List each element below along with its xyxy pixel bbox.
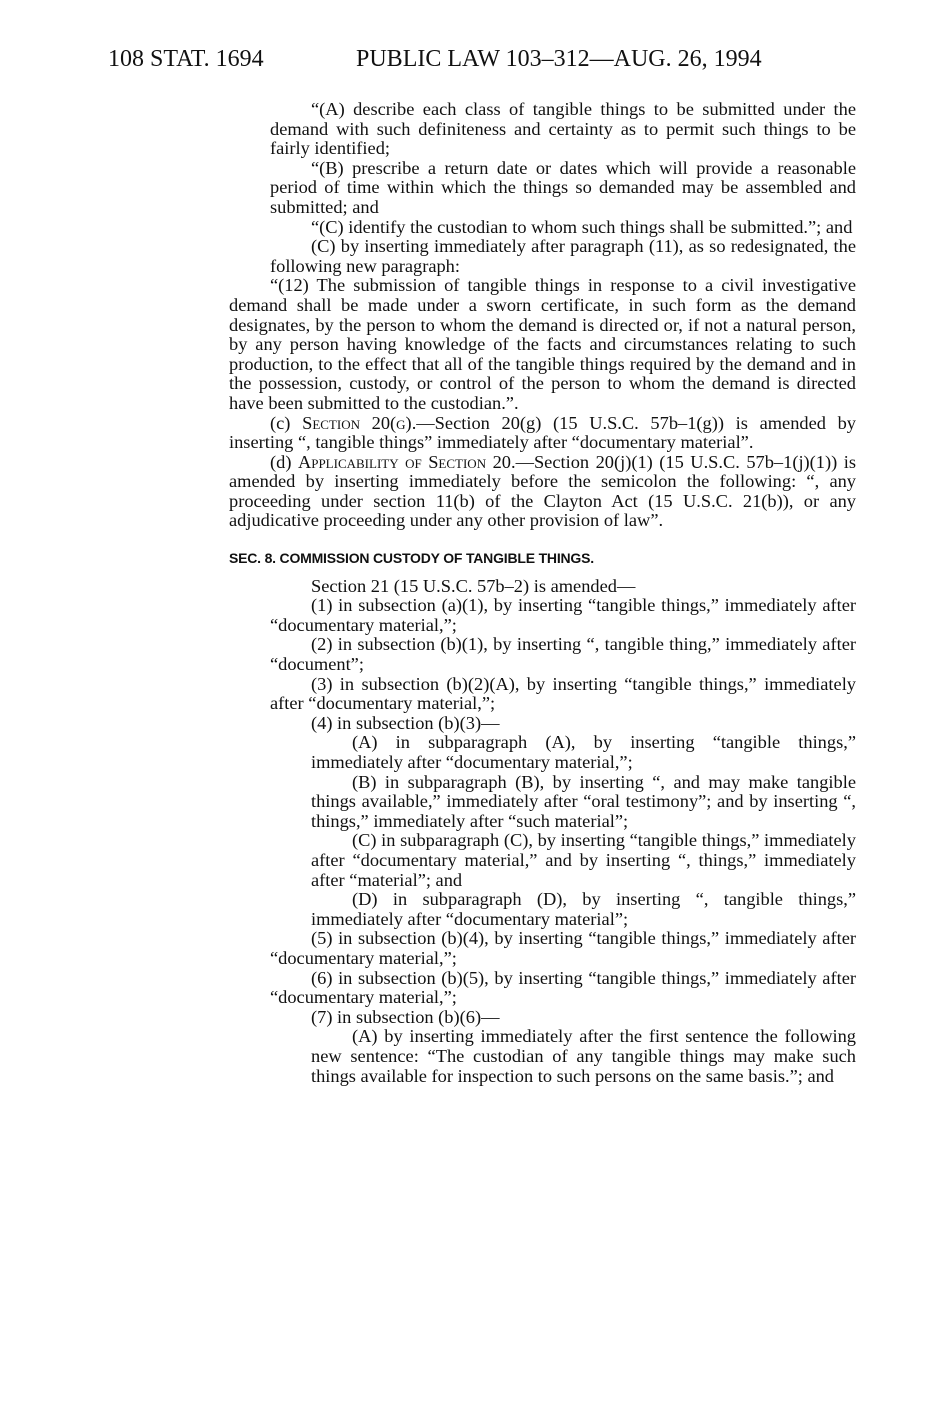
section-8-item-7a: (A) by inserting immediately after the first sentence the following new sentence: “The custodian of any tangible things may make such things available for inspection to such persons on the same basis.”; and	[311, 1026, 856, 1086]
section-8-item-7-subitems	[229, 1027, 856, 1086]
section-8-item-4d: (D) in subparagraph (D), by inserting “, tangible things,” immediately after “documentary material”;	[311, 889, 856, 929]
section-8-item-2: (2) in subsection (b)(1), by inserting “, tangible thing,” immediately after “document”;	[270, 634, 856, 675]
paragraph-c-insert-wrapper	[229, 237, 856, 276]
section-8-item-3: (3) in subsection (b)(2)(A), by inserting “tangible things,” immediately after “documentary material,”;	[270, 673, 856, 714]
section-8-item-7: (7) in subsection (b)(6)—	[311, 1006, 500, 1027]
section-8-item-4b: (B) in subparagraph (B), by inserting “, and may make tangible things available,” immediately after “oral testimony”; and by inserting “, things,” immediately after “such material”;	[311, 771, 856, 831]
subsection-c-label: (c)	[270, 412, 303, 433]
section-8-item-6: (6) in subsection (b)(5), by inserting “tangible things,” immediately after “documentary material,”;	[270, 967, 856, 1008]
section-8-items	[229, 577, 856, 734]
quoted-subparagraph-a: “(A) describe each class of tangible things to be submitted under the demand with such definiteness and certainty as to permit such things to be fairly identified;	[270, 99, 856, 159]
subsection-d-text: .—Section 20(j)(1) (15 U.S.C. 57b–1(j)(1)) is amended by inserting immediately before the semicolon the following: “, any proceeding under section 11(b) of the Clayton Act (15 U.S.C. 21(b)), or any adjudicative proceeding under any other provision of law”.	[229, 451, 856, 531]
public-law-date: PUBLIC LAW 103–312—AUG. 26, 1994	[356, 46, 762, 72]
paragraph-c-insert: (C) by inserting immediately after paragraph (11), as so redesignated, the following new paragraph:	[270, 236, 856, 276]
subsection-c-caption: Section 20(g)	[302, 412, 412, 433]
quoted-subparagraphs	[229, 100, 856, 237]
subsection-d-label: (d)	[270, 451, 298, 472]
subsection-d-caption: Applicability of Section 20	[297, 451, 511, 472]
section-8-item-1: (1) in subsection (a)(1), by inserting “tangible things,” immediately after “documentary material,”;	[270, 595, 856, 635]
section-8-item-4-subitems	[229, 733, 856, 929]
new-paragraph-12: “(12) The submission of tangible things in response to a civil investigative demand shall be made under a sworn certificate, in such form as the demand designates, by the person to whom the demand is directed or, if not a natural person, by any person having knowledge of the facts and circumstances relating to such production, to the effect that all of the tangible things required by the demand and in the possession, custody, or control of the person to whom the demand is directed have been submitted to the custodian.”.	[229, 275, 856, 413]
section-8-heading: SEC. 8. COMMISSION CUSTODY OF TANGIBLE THINGS.	[229, 550, 594, 567]
section-8-item-4c: (C) in subparagraph (C), by inserting “tangible things,” immediately after “documentary material,” and by inserting “, things,” immediately after “material”; and	[311, 830, 856, 890]
section-8-items-continued	[229, 929, 856, 1027]
section-8-item-4a: (A) in subparagraph (A), by inserting “tangible things,” immediately after “documentary material,”;	[311, 732, 856, 772]
subsection-c	[229, 414, 856, 453]
quoted-subparagraph-c: “(C) identify the custodian to whom such things shall be submitted.”; and	[311, 216, 853, 237]
section-8-item-5: (5) in subsection (b)(4), by inserting “tangible things,” immediately after “documentary material,”;	[270, 928, 856, 968]
section-8-item-4: (4) in subsection (b)(3)—	[311, 712, 500, 733]
quoted-subparagraph-b: “(B) prescribe a return date or dates which will provide a reasonable period of time within which the things so demanded may be assembled and submitted; and	[270, 157, 856, 217]
page-header	[108, 44, 868, 74]
statute-citation: 108 STAT. 1694	[108, 46, 264, 72]
section-8-intro: Section 21 (15 U.S.C. 57b–2) is amended—	[311, 575, 636, 596]
body-text	[229, 100, 856, 1086]
subsection-c-text: .—Section 20(g) (15 U.S.C. 57b–1(g)) is amended by inserting “, tangible things” immediately after “documentary material”.	[229, 412, 857, 453]
subsection-d	[229, 453, 856, 531]
